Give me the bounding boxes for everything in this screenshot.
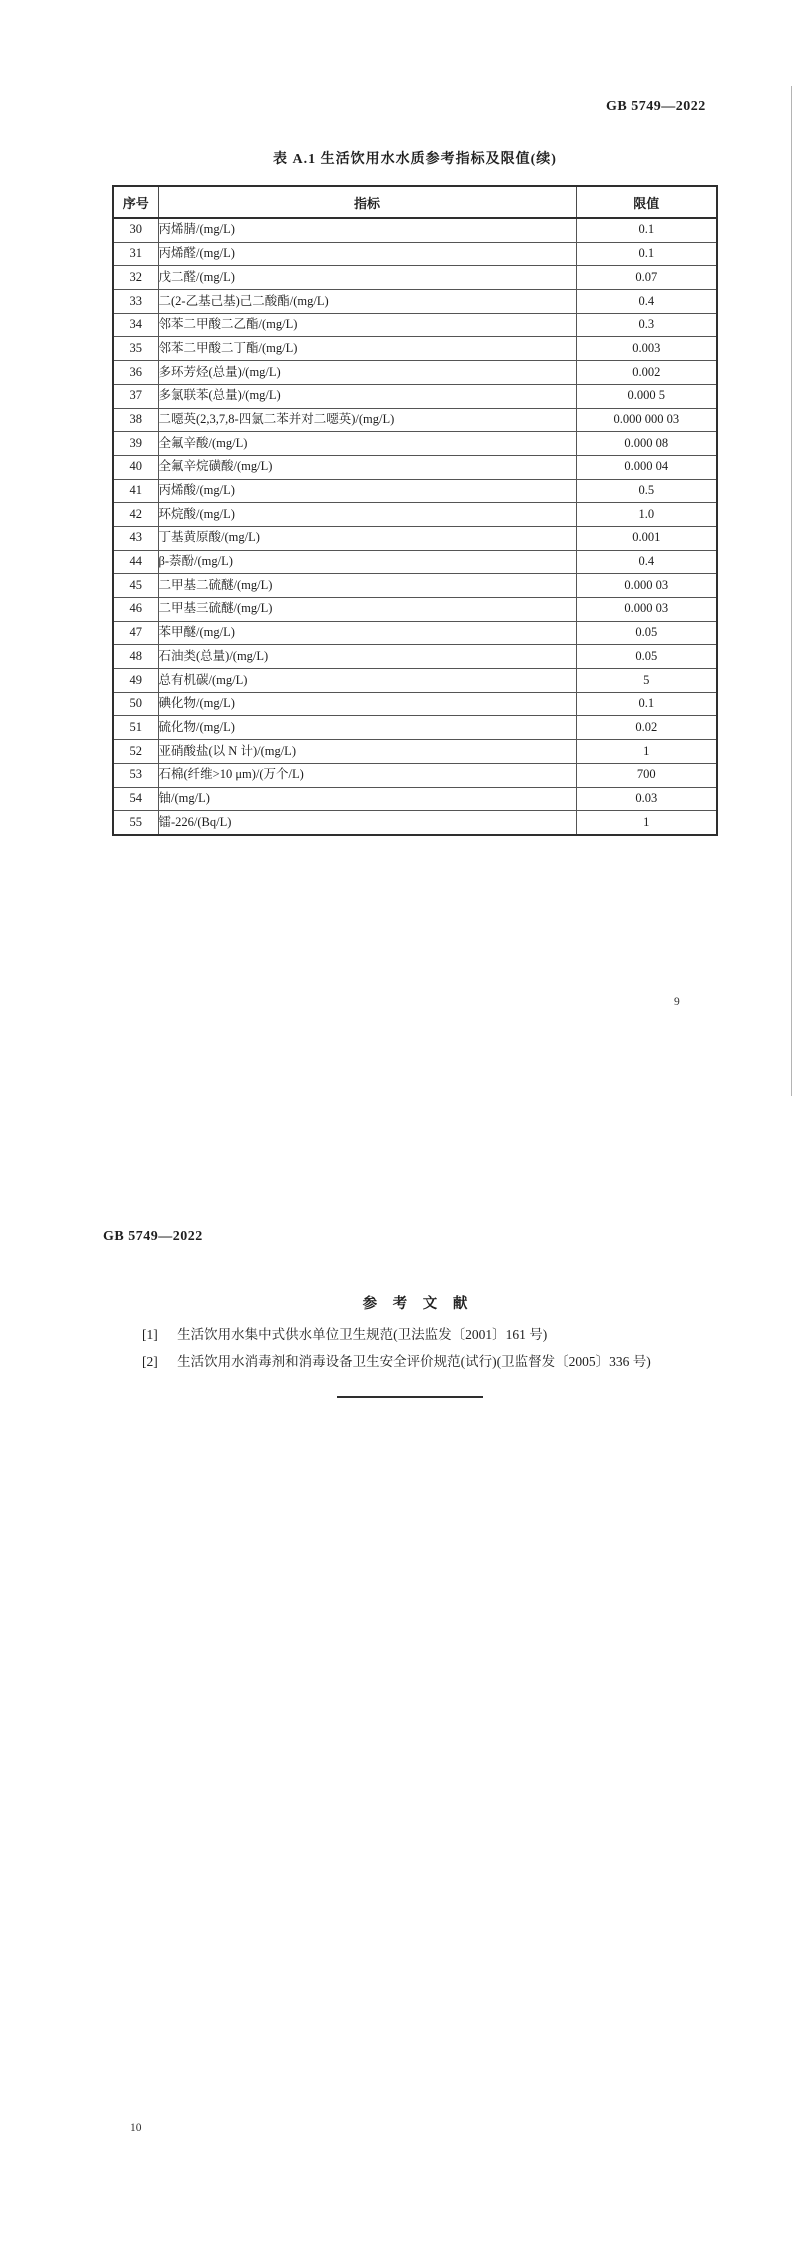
table-row (113, 503, 717, 527)
page1-doc-code: GB 5749—2022 (606, 99, 706, 114)
table-row (113, 763, 717, 787)
row-indicator: 石油类(总量)/(mg/L) (158, 645, 576, 669)
row-indicator: 硫化物/(mg/L) (158, 716, 576, 740)
row-serial: 49 (113, 669, 158, 693)
reference-text: 生活饮用水集中式供水单位卫生规范(卫法监发〔2001〕161 号) (177, 1327, 548, 1342)
table-row (113, 574, 717, 598)
row-indicator: 二甲基二硫醚/(mg/L) (158, 574, 576, 598)
row-serial: 46 (113, 598, 158, 622)
table-row (113, 218, 717, 242)
row-serial: 32 (113, 266, 158, 290)
row-serial: 44 (113, 550, 158, 574)
row-limit: 0.000 08 (576, 432, 717, 456)
table-row (113, 787, 717, 811)
row-indicator: 戊二醛/(mg/L) (158, 266, 576, 290)
row-indicator: 多环芳烃(总量)/(mg/L) (158, 361, 576, 385)
table-row (113, 313, 717, 337)
row-indicator: 石棉(纤维>10 μm)/(万个/L) (158, 763, 576, 787)
row-limit: 5 (576, 669, 717, 693)
row-serial: 35 (113, 337, 158, 361)
row-serial: 36 (113, 361, 158, 385)
row-limit: 0.05 (576, 621, 717, 645)
row-limit: 0.1 (576, 218, 717, 242)
row-limit: 0.4 (576, 550, 717, 574)
table-row (113, 242, 717, 266)
row-serial: 43 (113, 526, 158, 550)
row-limit: 0.001 (576, 526, 717, 550)
row-limit: 0.3 (576, 313, 717, 337)
row-limit: 0.03 (576, 787, 717, 811)
row-serial: 41 (113, 479, 158, 503)
row-indicator: 丙烯醛/(mg/L) (158, 242, 576, 266)
table-row (113, 337, 717, 361)
row-limit: 0.05 (576, 645, 717, 669)
document-end-line (337, 1396, 483, 1398)
reference-item (142, 1348, 732, 1375)
table-row (113, 432, 717, 456)
table-row (113, 361, 717, 385)
table-row (113, 408, 717, 432)
page1-number: 9 (674, 996, 680, 1008)
table-row (113, 290, 717, 314)
table-row (113, 384, 717, 408)
table-row (113, 645, 717, 669)
scan-edge-line (791, 86, 792, 1096)
row-indicator: 二(2-乙基己基)己二酸酯/(mg/L) (158, 290, 576, 314)
row-serial: 40 (113, 455, 158, 479)
row-limit: 1.0 (576, 503, 717, 527)
row-limit: 0.4 (576, 290, 717, 314)
row-limit: 0.003 (576, 337, 717, 361)
row-limit: 1 (576, 740, 717, 764)
row-indicator: 二甲基三硫醚/(mg/L) (158, 598, 576, 622)
reference-text: 生活饮用水消毒剂和消毒设备卫生安全评价规范(试行)(卫监督发〔2005〕336 号) (177, 1354, 651, 1369)
row-indicator: 铀/(mg/L) (158, 787, 576, 811)
row-indicator: 苯甲醚/(mg/L) (158, 621, 576, 645)
column-header-limit: 限值 (576, 186, 717, 218)
row-indicator: 亚硝酸盐(以 N 计)/(mg/L) (158, 740, 576, 764)
row-indicator: 二噁英(2,3,7,8-四氯二苯并对二噁英)/(mg/L) (158, 408, 576, 432)
page2-number: 10 (130, 2122, 142, 2134)
row-serial: 48 (113, 645, 158, 669)
row-indicator: 镭-226/(Bq/L) (158, 811, 576, 835)
row-indicator: 总有机碳/(mg/L) (158, 669, 576, 693)
table-body (113, 218, 717, 835)
row-serial: 47 (113, 621, 158, 645)
page2-doc-code: GB 5749—2022 (103, 1229, 203, 1244)
table-row (113, 550, 717, 574)
row-limit: 0.1 (576, 242, 717, 266)
row-limit: 0.000 04 (576, 455, 717, 479)
table-row (113, 669, 717, 693)
table-row (113, 266, 717, 290)
row-limit: 0.000 03 (576, 574, 717, 598)
reference-label: [2] (142, 1354, 158, 1369)
row-serial: 42 (113, 503, 158, 527)
row-indicator: 全氟辛烷磺酸/(mg/L) (158, 455, 576, 479)
row-limit: 0.000 03 (576, 598, 717, 622)
row-indicator: 丁基黄原酸/(mg/L) (158, 526, 576, 550)
row-indicator: β-萘酚/(mg/L) (158, 550, 576, 574)
row-serial: 30 (113, 218, 158, 242)
row-limit: 0.000 5 (576, 384, 717, 408)
column-header-indicator: 指标 (158, 186, 576, 218)
row-serial: 31 (113, 242, 158, 266)
column-header-serial: 序号 (113, 186, 158, 218)
row-limit: 1 (576, 811, 717, 835)
row-indicator: 邻苯二甲酸二丁酯/(mg/L) (158, 337, 576, 361)
table-header-row (113, 186, 717, 218)
table-row (113, 740, 717, 764)
row-serial: 53 (113, 763, 158, 787)
row-indicator: 环烷酸/(mg/L) (158, 503, 576, 527)
row-limit: 0.02 (576, 716, 717, 740)
table-row (113, 811, 717, 835)
row-serial: 37 (113, 384, 158, 408)
table-row (113, 598, 717, 622)
row-limit: 0.1 (576, 692, 717, 716)
row-indicator: 邻苯二甲酸二乙酯/(mg/L) (158, 313, 576, 337)
row-indicator: 丙烯腈/(mg/L) (158, 218, 576, 242)
row-limit: 0.07 (576, 266, 717, 290)
row-indicator: 碘化物/(mg/L) (158, 692, 576, 716)
row-serial: 54 (113, 787, 158, 811)
row-serial: 52 (113, 740, 158, 764)
water-quality-table (112, 185, 718, 836)
table-row (113, 455, 717, 479)
table-row (113, 526, 717, 550)
row-serial: 33 (113, 290, 158, 314)
row-serial: 38 (113, 408, 158, 432)
table-row (113, 716, 717, 740)
row-limit: 700 (576, 763, 717, 787)
row-limit: 0.000 000 03 (576, 408, 717, 432)
reference-item (142, 1321, 732, 1348)
row-indicator: 多氯联苯(总量)/(mg/L) (158, 384, 576, 408)
row-serial: 55 (113, 811, 158, 835)
row-serial: 39 (113, 432, 158, 456)
row-serial: 50 (113, 692, 158, 716)
reference-label: [1] (142, 1327, 158, 1342)
references-list (142, 1321, 732, 1375)
row-serial: 45 (113, 574, 158, 598)
row-serial: 34 (113, 313, 158, 337)
table-row (113, 692, 717, 716)
table-title: 表 A.1 生活饮用水水质参考指标及限值(续) (273, 152, 557, 167)
row-serial: 51 (113, 716, 158, 740)
row-limit: 0.5 (576, 479, 717, 503)
row-indicator: 丙烯酸/(mg/L) (158, 479, 576, 503)
table-row (113, 621, 717, 645)
row-indicator: 全氟辛酸/(mg/L) (158, 432, 576, 456)
row-limit: 0.002 (576, 361, 717, 385)
references-title: 参 考 文 献 (362, 1296, 474, 1312)
table-row (113, 479, 717, 503)
